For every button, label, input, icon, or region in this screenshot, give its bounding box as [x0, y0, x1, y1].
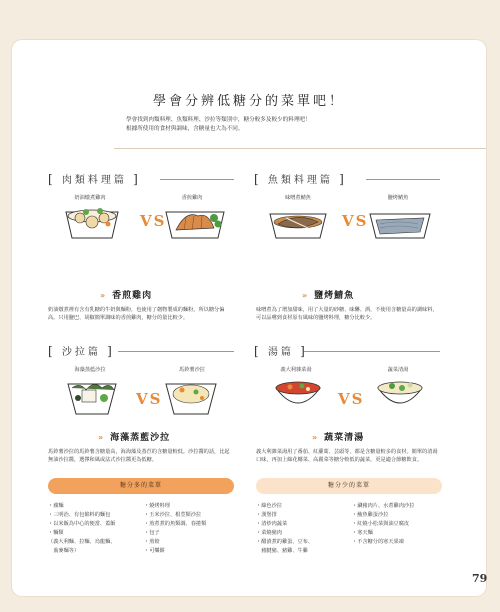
meat-vs: VS [140, 212, 167, 230]
soup-section-label: 湯篇 [267, 347, 294, 358]
list-item: ・煎餃 [144, 539, 160, 545]
high-sugar-list-col2 [144, 502, 206, 556]
salad-description: 馬鈴薯沙拉的馬鈴薯含糖量高，海海藻及蒸苣的含糖量較低。沙拉醬的話，比起無油沙拉醬，選擇和風或法式沙拉醬更為低糖。 [48, 449, 230, 463]
high-sugar-list-col1 [48, 502, 115, 556]
soup-vs: VS [338, 390, 365, 408]
meat-section-label: 肉類料理篇 [61, 175, 127, 186]
low-sugar-list-col1 [256, 502, 313, 556]
seaweed-tofu-salad-illustration [64, 374, 120, 418]
list-item: 豬腱豬、豬雞、牛雞 [256, 548, 308, 554]
salt-grilled-mackerel-illustration [368, 206, 432, 242]
list-item: ・漢堡排 [256, 512, 277, 518]
salad-right-dish-label: 馬鈴薯沙拉 [179, 367, 205, 373]
salad-winner [98, 430, 170, 443]
list-item: ・不含糖分的寒天果凍 [352, 539, 404, 545]
list-item: ・麵類 [48, 530, 64, 536]
fish-section-header: [ 魚類料理篇 ] [254, 172, 347, 186]
soup-header-rule [304, 351, 440, 352]
intro-line-2: 根據所使用的食材與調味，含糖量也大為不同。 [126, 126, 244, 132]
list-item: ・可樂餅 [144, 548, 165, 554]
fish-header-rule [366, 179, 440, 180]
fish-section-label: 魚類料理篇 [267, 175, 333, 186]
salad-section [48, 344, 234, 358]
pan-fried-chicken-illustration [164, 204, 226, 242]
list-item: ・醋漬煮的雞蛋、豆布、 [256, 539, 314, 545]
list-item: ・蘋麵 [48, 503, 64, 509]
soup-winner [312, 430, 364, 443]
title-divider [114, 148, 486, 149]
high-sugar-menu-pill: 糖分多的菜單 [48, 478, 234, 494]
intro-line-1: 學會找到肉類料理、魚類料理、沙拉等類別中，糖分較多及較少的料理吧！ [126, 117, 311, 123]
soup-arrow-icon: » [312, 433, 319, 442]
low-sugar-list-col2 [352, 502, 414, 547]
list-item: ・菜燒豬肉 [256, 530, 282, 536]
soup-section-header: [ 湯篇 ] [254, 344, 308, 358]
list-item: ・紅燒小松菜與油豆腐皮 [352, 521, 410, 527]
list-item: 蕎麥麵等） [48, 548, 80, 554]
meat-winner [100, 288, 152, 301]
list-item: ・燒烤料理 [144, 503, 170, 509]
fish-left-dish-label: 味噌煮鯖魚 [285, 195, 311, 201]
list-item: ・寒天麵 [352, 530, 373, 536]
meat-description: 奶油燉煮裡有含有乳糖的牛奶與麵粉，也使用了韌物製成的麵粉，所以糖分偏高。只用鹽巴、胡椒簡單調味的香煎雞肉，糖分的量比較少。 [48, 307, 225, 321]
fish-arrow-icon: » [302, 291, 309, 300]
meat-winner-label: 香煎雞肉 [112, 291, 153, 301]
fish-winner [302, 288, 354, 301]
minestrone-soup-illustration [272, 374, 324, 418]
list-item: ・以米飯為中心的便當、蓋飯 [48, 521, 116, 527]
meat-section-header: [ 肉類料理篇 ] [48, 172, 141, 186]
list-item: ・包子 [144, 530, 160, 536]
vegetable-clear-soup-illustration [374, 374, 426, 418]
salad-section-header: [ 沙拉篇 ] [48, 344, 115, 358]
meat-left-dish-label: 奶油燉煮雞肉 [74, 195, 106, 201]
list-item: ・涮豬肉片、水煮雞肉沙拉 [352, 503, 415, 509]
salad-vs: VS [136, 390, 163, 408]
soup-left-dish-label: 義大利雜菜湯 [280, 367, 312, 373]
meat-arrow-icon: » [100, 291, 107, 300]
salad-left-dish-label: 海藻蒸藍沙拉 [74, 367, 106, 373]
potato-salad-illustration [162, 376, 220, 418]
meat-section [48, 172, 234, 186]
fish-section [254, 172, 440, 186]
low-sugar-menu-pill: 糖分少的菜單 [256, 478, 442, 494]
soup-right-dish-label: 蔬菜清湯 [387, 367, 409, 373]
soup-section [254, 344, 440, 358]
fish-right-dish-label: 鹽烤鯖魚 [387, 195, 409, 201]
fish-winner-label: 鹽烤鯖魚 [314, 291, 355, 301]
soup-description: 義大利雜菜湯用了番茄、紅蘿蔔、芸頭等，都是含糖量較多的食材。簡單的清湯口味，再加上綠花椰菜、高麗菜等糖分較低的蔬菜，更是適合節糖飲食。 [256, 449, 438, 463]
book-page [12, 40, 486, 596]
list-item: （義大利麵、拉麵、烏龍麵、 [48, 539, 116, 545]
list-item: ・清炒肉蔬菜 [256, 521, 288, 527]
salad-header-rule [118, 351, 234, 352]
soup-winner-label: 蔬菜清湯 [324, 433, 365, 443]
page-title: 學會分辨低糖分的菜單吧！ [152, 94, 345, 109]
salad-winner-label: 海藻蒸藍沙拉 [110, 433, 171, 443]
list-item: ・煎煮煮的魚類調、春捲類 [144, 521, 207, 527]
salad-arrow-icon: » [98, 433, 105, 442]
salad-section-label: 沙拉篇 [61, 347, 101, 358]
meat-right-dish-label: 香煎雞肉 [181, 195, 203, 201]
fish-vs: VS [342, 212, 369, 230]
meat-header-rule [160, 179, 234, 180]
fish-description: 味噌煮為了增加甜味，用了大量的砂糖、味醂、酒，不使用含糖量高的調味料，可以品嚐到食材原有風味的鹽烤料理，糖分比較少。 [256, 307, 438, 321]
list-item: ・鮪魚雞蛋沙拉 [352, 512, 389, 518]
miso-mackerel-illustration [268, 206, 328, 242]
cream-stew-chicken-illustration [62, 202, 122, 242]
list-item: ・玉米沙拉、根莖類沙拉 [144, 512, 202, 518]
list-item: ・三明治、有包餡料的麵包 [48, 512, 111, 518]
list-item: ・綠色沙拉 [256, 503, 282, 509]
page-number: 79 [472, 572, 488, 585]
intro-text [126, 116, 396, 134]
